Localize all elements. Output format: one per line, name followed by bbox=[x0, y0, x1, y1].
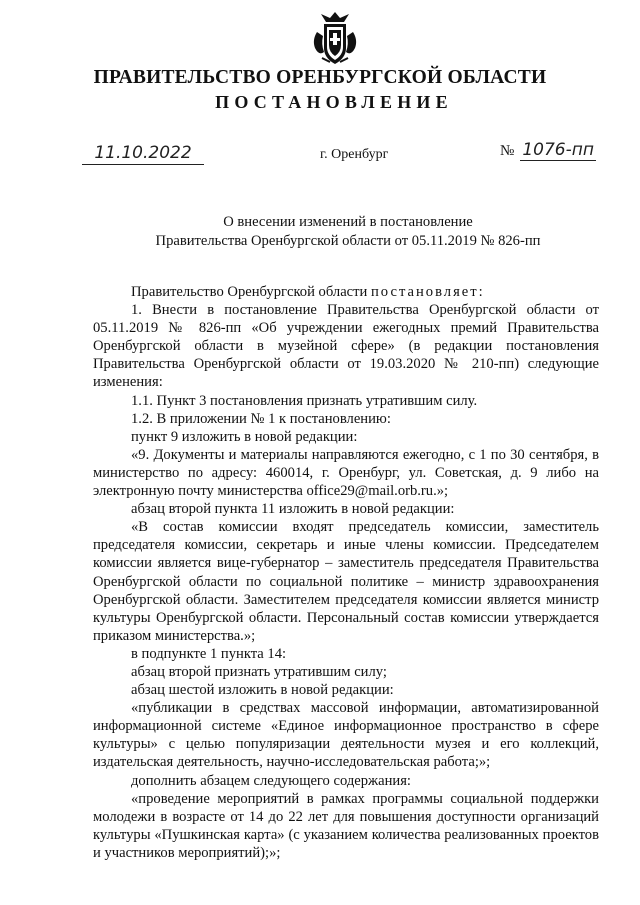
coat-of-arms-emblem bbox=[312, 12, 358, 66]
intro-resolves: постановляет: bbox=[371, 284, 485, 300]
intro-paragraph bbox=[93, 283, 599, 301]
paragraph-item-9: пункт 9 изложить в новой редакции: bbox=[131, 428, 358, 445]
document-type: ПОСТАНОВЛЕНИЕ bbox=[215, 92, 453, 112]
intro-text: Правительство Оренбургской области bbox=[131, 284, 368, 300]
number-sign: № bbox=[500, 143, 515, 159]
city: г. Оренбург bbox=[320, 147, 389, 162]
paragraph-item-9-text: «9. Документы и материалы направляются ежегодно, с 1 по 30 сентября, в министерство по адресу: 460014, г. Оренбург, ул. Советская, д. 9 либо на электронную почту министерства office29@mail.orb.ru.»; bbox=[93, 446, 599, 500]
paragraph-1: 1. Внести в постановление Правительства Оренбургской области от 05.11.2019 № 826-пп «Об учреждении ежегодных премий Правительства Оренбургской области в музейной сфере» (в редакции постановления Правительства Оренбургской области от 19.03.2020 № 210-пп) следующие изменения: bbox=[93, 302, 599, 391]
document-body bbox=[93, 283, 599, 862]
paragraph-item-14-a2: абзац второй признать утратившим силу; bbox=[131, 663, 387, 680]
paragraph-item-11-text: «В состав комиссии входят председатель комиссии, заместитель председателя комиссии, секретарь и иные члены комиссии. Председателем комиссии является вице-губернатор – заместитель председателя Правительства Оренбургской области по социальной политике – министр здравоохранения Оренбургской области. Заместителем председателя комиссии является министр культуры Оренбургской области. Персональный состав комиссии утверждается приказом министерства.»; bbox=[93, 519, 599, 644]
subject-line-2: Правительства Оренбургской области от 05.11.2019 № 826-пп bbox=[155, 233, 541, 249]
document-number-field bbox=[500, 140, 596, 160]
paragraph-add: дополнить абзацем следующего содержания: bbox=[131, 772, 411, 789]
paragraph-add-text: «проведение мероприятий в рамках программы социальной поддержки молодежи в возрасте от 14 до 22 лет для повышения доступности организаций культуры «Пушкинская карта» (с указанием количества реализованных проектов и участников мероприятий);»; bbox=[93, 790, 599, 861]
paragraph-1-1: 1.1. Пункт 3 постановления признать утратившим силу. bbox=[131, 392, 478, 409]
paragraph-item-11: абзац второй пункта 11 изложить в новой редакции: bbox=[131, 501, 455, 518]
government-title: ПРАВИТЕЛЬСТВО ОРЕНБУРГСКОЙ ОБЛАСТИ bbox=[93, 67, 547, 88]
date-field bbox=[82, 143, 204, 165]
document-subject bbox=[0, 213, 640, 251]
subject-line-1: О внесении изменений в постановление bbox=[223, 214, 473, 230]
paragraph-1-2: 1.2. В приложении № 1 к постановлению: bbox=[131, 410, 391, 427]
date-underline bbox=[82, 164, 204, 165]
date-handwritten: 11.10.2022 bbox=[94, 143, 192, 163]
paragraph-item-14-a6-text: «публикации в средствах массовой информации, автоматизированной информационной системе «Единое информационное пространство в сфере культуры» с целью популяризации деятельности музея и его коллекций, издательская деятельность, научно-исследовательская работа;»; bbox=[93, 700, 599, 771]
document-number-handwritten: 1076-пп bbox=[522, 140, 594, 160]
paragraph-item-14-a6: абзац шестой изложить в новой редакции: bbox=[131, 682, 394, 699]
paragraph-item-14: в подпункте 1 пункта 14: bbox=[131, 645, 287, 662]
